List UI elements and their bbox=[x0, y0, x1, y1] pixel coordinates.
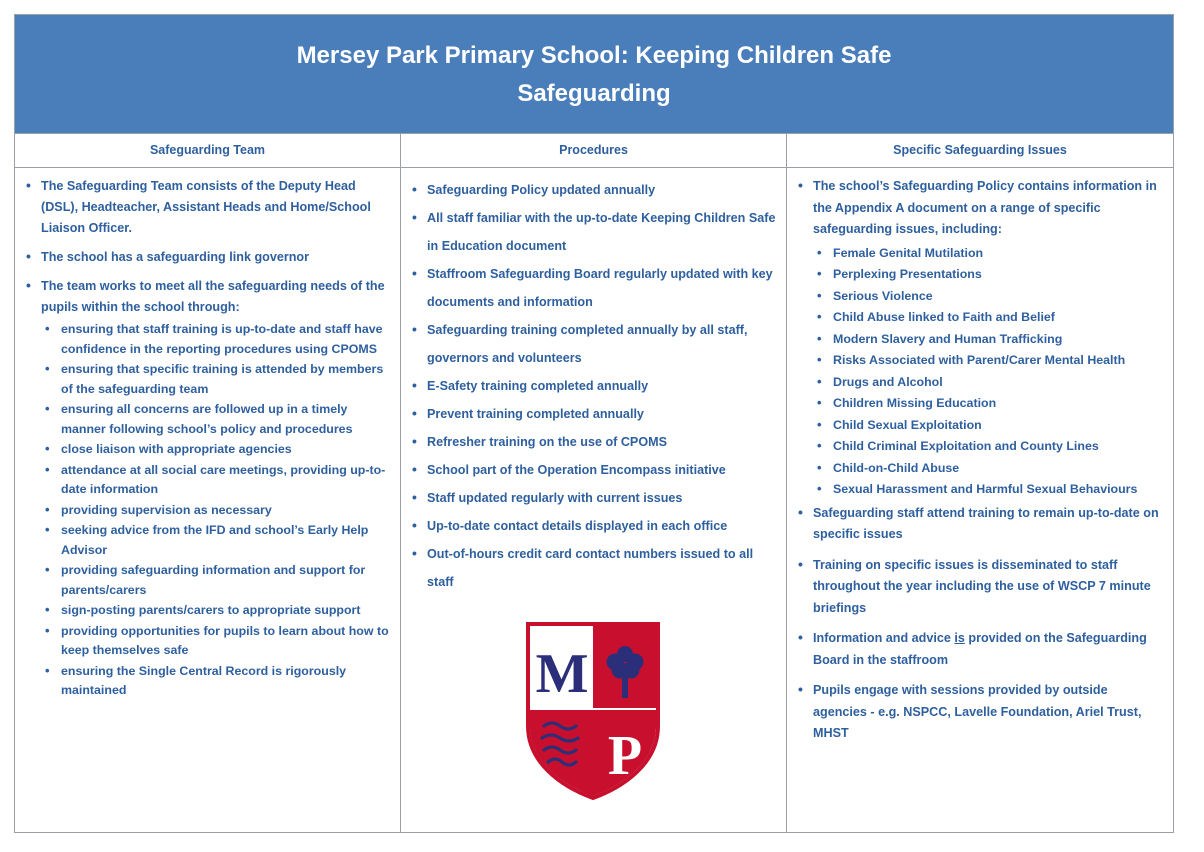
list-item-text: Training on specific issues is disseminated to staff throughout the year including the use of WSCP 7 minute briefings bbox=[813, 557, 1151, 615]
list-item bbox=[795, 176, 1163, 501]
column-body-specific-issues bbox=[787, 168, 1173, 832]
sublist-team-actions bbox=[41, 320, 390, 701]
list-item bbox=[41, 662, 390, 701]
school-crest bbox=[409, 596, 776, 800]
list-item-text: seeking advice from the IFD and school’s Early Help Advisor bbox=[61, 523, 369, 557]
list-item bbox=[409, 400, 776, 428]
list-item bbox=[41, 601, 390, 621]
column-body-procedures bbox=[401, 168, 786, 832]
list-item bbox=[41, 400, 390, 439]
list-item-text: Risks Associated with Parent/Carer Mental Health bbox=[833, 353, 1126, 367]
list-item bbox=[41, 461, 390, 500]
list-item-text: Up-to-date contact details displayed in each office bbox=[427, 519, 728, 533]
list-item bbox=[409, 484, 776, 512]
list-item bbox=[409, 204, 776, 260]
list-item bbox=[813, 286, 1163, 308]
list-item-text: Safeguarding training completed annually by all staff, governors and volunteers bbox=[427, 323, 748, 365]
list-item-text: sign-posting parents/carers to appropriate support bbox=[61, 603, 361, 617]
list-specific-issues bbox=[795, 176, 1163, 745]
list-item-text: Child-on-Child Abuse bbox=[833, 460, 960, 475]
list-item-text: close liaison with appropriate agencies bbox=[61, 442, 292, 456]
list-item-text: Refresher training on the use of CPOMS bbox=[427, 435, 668, 449]
column-safeguarding-team bbox=[15, 134, 401, 832]
column-procedures bbox=[401, 134, 787, 832]
list-item-text: ensuring that specific training is attended by members of the safeguarding team bbox=[61, 362, 384, 396]
list-item-text: The school’s Safeguarding Policy contains information in the Appendix A document on a range of specific safeguarding issues, including: bbox=[813, 179, 1157, 236]
crest-letter-p: P bbox=[607, 725, 642, 787]
list-item-text: The school has a safeguarding link governor bbox=[41, 250, 310, 264]
title-line-2: Safeguarding bbox=[517, 80, 671, 107]
list-item-text: Pupils engage with sessions provided by outside agencies - e.g. NSPCC, Lavelle Foundation, Ariel Trust, MHST bbox=[813, 683, 1142, 740]
list-item-text: Safeguarding Policy updated annually bbox=[427, 183, 656, 197]
list-item bbox=[23, 247, 390, 268]
list-item bbox=[795, 503, 1163, 546]
list-item bbox=[41, 501, 390, 521]
sublist-issue-types bbox=[813, 243, 1163, 501]
list-item bbox=[409, 372, 776, 400]
list-item-text: Modern Slavery and Human Trafficking bbox=[833, 331, 1063, 346]
list-item bbox=[813, 372, 1163, 394]
list-item bbox=[41, 561, 390, 600]
list-item bbox=[795, 680, 1163, 745]
list-item-text: providing opportunities for pupils to learn about how to keep themselves safe bbox=[61, 623, 389, 657]
column-body-safeguarding-team bbox=[15, 168, 400, 832]
list-item bbox=[813, 415, 1163, 437]
list-item bbox=[813, 264, 1163, 286]
list-item-text: Out-of-hours credit card contact numbers issued to all staff bbox=[427, 547, 754, 589]
list-item-text: ensuring all concerns are followed up in a timely manner following school’s policy and procedures bbox=[61, 402, 353, 436]
list-item bbox=[813, 479, 1163, 501]
list-item-text: The Safeguarding Team consists of the Deputy Head (DSL), Headteacher, Assistant Heads and Home/School Liaison Officer. bbox=[41, 179, 371, 235]
list-item-text: Perplexing Presentations bbox=[833, 267, 982, 281]
list-item bbox=[41, 320, 390, 359]
list-item bbox=[813, 393, 1163, 415]
list-procedures bbox=[409, 176, 776, 596]
list-item-text: E-Safety training completed annually bbox=[427, 379, 649, 393]
list-item-text: Children Missing Education bbox=[833, 396, 997, 410]
list-item bbox=[41, 440, 390, 460]
list-item-text: providing safeguarding information and support for parents/carers bbox=[61, 563, 366, 597]
list-item bbox=[813, 458, 1163, 480]
list-safeguarding-team bbox=[23, 176, 390, 701]
list-item-text-underlined: Information and advice is provided on the Safeguarding Board in the staffroom bbox=[813, 631, 1147, 667]
columns-container bbox=[15, 134, 1173, 832]
column-header-procedures: Procedures bbox=[401, 134, 786, 168]
list-item bbox=[409, 540, 776, 596]
list-item bbox=[813, 350, 1163, 372]
list-item-text: ensuring the Single Central Record is rigorously maintained bbox=[61, 663, 347, 697]
list-item-text: School part of the Operation Encompass initiative bbox=[427, 463, 726, 477]
list-item bbox=[23, 276, 390, 701]
list-item bbox=[795, 628, 1163, 671]
list-item bbox=[41, 360, 390, 399]
list-item-text: Staff updated regularly with current issues bbox=[427, 491, 683, 505]
list-item-text: providing supervision as necessary bbox=[61, 502, 272, 517]
list-item-text: Serious Violence bbox=[833, 288, 933, 303]
list-item bbox=[813, 436, 1163, 458]
list-item-text: Prevent training completed annually bbox=[427, 407, 644, 421]
list-item bbox=[813, 329, 1163, 351]
safeguarding-table bbox=[14, 14, 1174, 833]
list-item bbox=[41, 622, 390, 661]
list-item-text: Child Sexual Exploitation bbox=[833, 417, 982, 432]
list-item bbox=[795, 555, 1163, 620]
column-specific-issues bbox=[787, 134, 1173, 832]
list-item-text: Child Abuse linked to Faith and Belief bbox=[833, 310, 1055, 324]
list-item-text: All staff familiar with the up-to-date Keeping Children Safe in Education document bbox=[427, 211, 776, 253]
list-item-text: Safeguarding staff attend training to remain up-to-date on specific issues bbox=[813, 505, 1159, 541]
list-item-text: Drugs and Alcohol bbox=[833, 374, 943, 389]
list-item bbox=[409, 260, 776, 316]
list-item-text: Staffroom Safeguarding Board regularly updated with key documents and information bbox=[427, 267, 773, 309]
list-item bbox=[813, 243, 1163, 265]
title-line-1: Mersey Park Primary School: Keeping Children Safe bbox=[296, 42, 892, 69]
column-header-safeguarding-team: Safeguarding Team bbox=[15, 134, 400, 168]
list-item bbox=[409, 428, 776, 456]
list-item-text: Sexual Harassment and Harmful Sexual Behaviours bbox=[833, 482, 1138, 496]
school-crest-icon bbox=[526, 622, 660, 800]
list-item bbox=[409, 512, 776, 540]
list-item bbox=[409, 316, 776, 372]
list-item bbox=[409, 176, 776, 204]
list-item bbox=[41, 521, 390, 560]
list-item-text: The team works to meet all the safeguarding needs of the pupils within the school through: bbox=[41, 279, 385, 314]
crest-letter-m: M bbox=[535, 643, 588, 705]
list-item bbox=[813, 307, 1163, 329]
list-item-text: Child Criminal Exploitation and County Lines bbox=[833, 439, 1099, 453]
page-title bbox=[15, 15, 1173, 134]
list-item-text: ensuring that staff training is up-to-date and staff have confidence in the reporting procedures using CPOMS bbox=[61, 322, 383, 356]
list-item-text: attendance at all social care meetings, providing up-to-date information bbox=[61, 462, 386, 496]
list-item bbox=[409, 456, 776, 484]
list-item-text: Female Genital Mutilation bbox=[833, 245, 984, 260]
list-item bbox=[23, 176, 390, 239]
column-header-specific-issues: Specific Safeguarding Issues bbox=[787, 134, 1173, 168]
